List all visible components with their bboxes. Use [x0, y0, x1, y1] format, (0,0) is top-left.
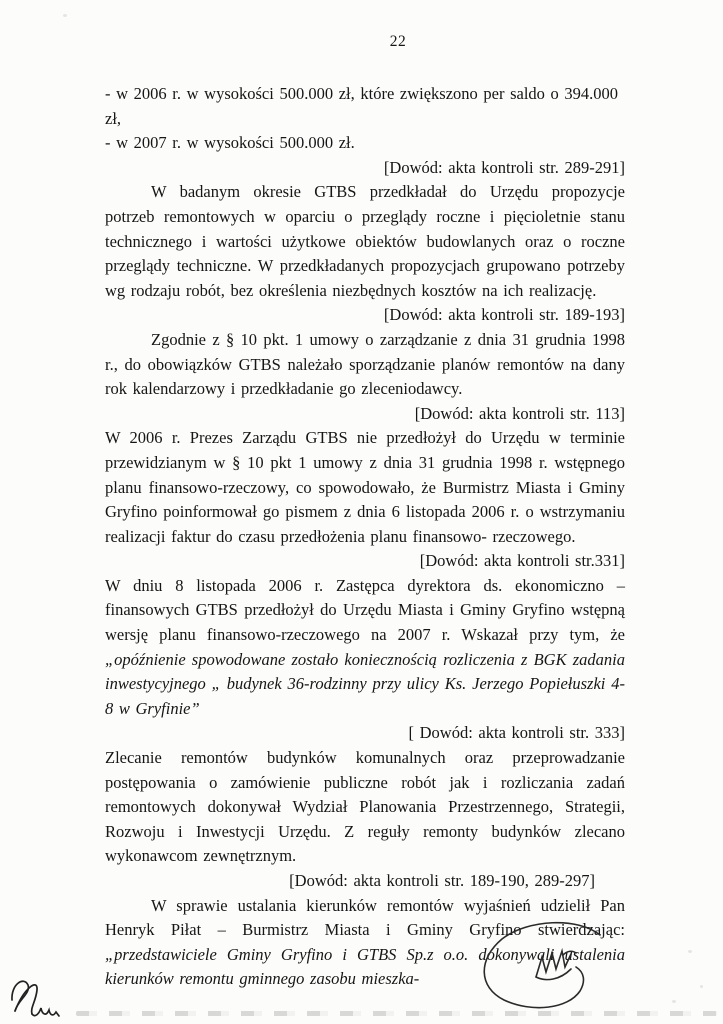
quoted-italic-text: „opóźnienie spowodowane zostało koniecznością rozliczenia z BGK zadania inwestycyjnego „ budynek 36-rodzinny przy ulicy Ks. Jerzego Popiełuszki 4-8 w Gryfinie” — [105, 649, 625, 718]
scan-speck — [63, 14, 67, 17]
document-body — [105, 82, 625, 992]
body-text: W badanym okresie GTBS przedkładał do Urzędu propozycje potrzeb remontowych w oparciu o przeglądy roczne i pięcioletnie stanu technicznego i wartości użytkowe obiektów budowlanych oraz o roczne przeglądy techniczne. W przedkładanych propozycjach grupowano potrzeby wg rodzaju robót, bez określenia niezbędnych kosztów na ich realizację. — [105, 182, 625, 300]
quoted-italic-text: „przedstawiciele Gminy Gryfino i GTBS Sp.z o.o. dokonywali ustalenia kierunków remontu gminnego zasobu mieszka- — [105, 944, 625, 989]
scan-speck — [700, 985, 703, 988]
list-line: - w 2007 r. w wysokości 500.000 zł. — [105, 133, 355, 153]
evidence-citation: [Dowód: akta kontroli str. 189-193] — [383, 305, 625, 325]
list-line: - w 2006 r. w wysokości 500.000 zł, które zwiększono per saldo o 394.000 zł, — [105, 84, 619, 128]
paragraph — [105, 894, 625, 992]
paragraph — [105, 746, 625, 869]
evidence-citation: [Dowód: akta kontroli str. 189-190, 289-297] — [289, 871, 595, 890]
initials-mark — [4, 966, 68, 1024]
body-text: Zlecanie remontów budynków komunalnych oraz przeprowadzanie postępowania o zamówienie publiczne robót jak i rozliczania zadań remontowych dokonywał Wydział Planowania Przestrzennego, Strategii, Rozwoju i Inwestycji Urzędu. Z reguły remonty budynków zlecano wykonawcom zewnętrznym. — [105, 748, 625, 866]
paragraph — [105, 328, 625, 402]
paragraph — [105, 574, 625, 722]
body-text: W sprawie ustalania kierunków remontów wyjaśnień udzielił Pan Henryk Piłat – Burmistrz Miasta i Gminy Gryfino stwierdzając: — [105, 895, 625, 940]
evidence-citation: [ Dowód: akta kontroli str. 333] — [408, 723, 625, 743]
evidence-citation: [Dowód: akta kontroli str. 113] — [414, 403, 625, 423]
body-text: Zgodnie z § 10 pkt. 1 umowy o zarządzanie z dnia 31 grudnia 1998 r., do obowiązków GTBS należało sporządzanie planów remontów na dany rok kalendarzowy i przedkładanie go zleceniodawcy. — [105, 329, 625, 399]
scan-speck — [688, 950, 692, 953]
scan-edge-artifact — [76, 1011, 717, 1016]
page-number: 22 — [389, 33, 407, 50]
paragraph — [105, 426, 625, 549]
body-text: W 2006 r. Prezes Zarządu GTBS nie przedłożył do Urzędu w terminie przewidzianym w § 10 pkt 1 umowy z dnia 31 grudnia 1998 r. wstępnego planu finansowo-rzeczowy, co spowodowało, że Burmistrz Miasta i Gminy Gryfino poinformował go pismem z dnia 6 listopada 2006 r. o wstrzymaniu realizacji faktur do czasu przedłożenia planu finansowo- rzeczowego. — [105, 428, 625, 546]
body-text: W dniu 8 listopada 2006 r. Zastępca dyrektora ds. ekonomiczno – finansowych GTBS przedłożył do Urzędu Miasta i Gminy Gryfino wstępną wersję planu finansowo-rzeczowego na 2007 r. Wskazał przy tym, że — [105, 575, 625, 645]
paragraph — [105, 180, 625, 303]
evidence-citation: [Dowód: akta kontroli str. 289-291] — [383, 157, 625, 177]
evidence-citation: [Dowód: akta kontroli str.331] — [419, 551, 625, 571]
scan-speck — [672, 1000, 676, 1003]
